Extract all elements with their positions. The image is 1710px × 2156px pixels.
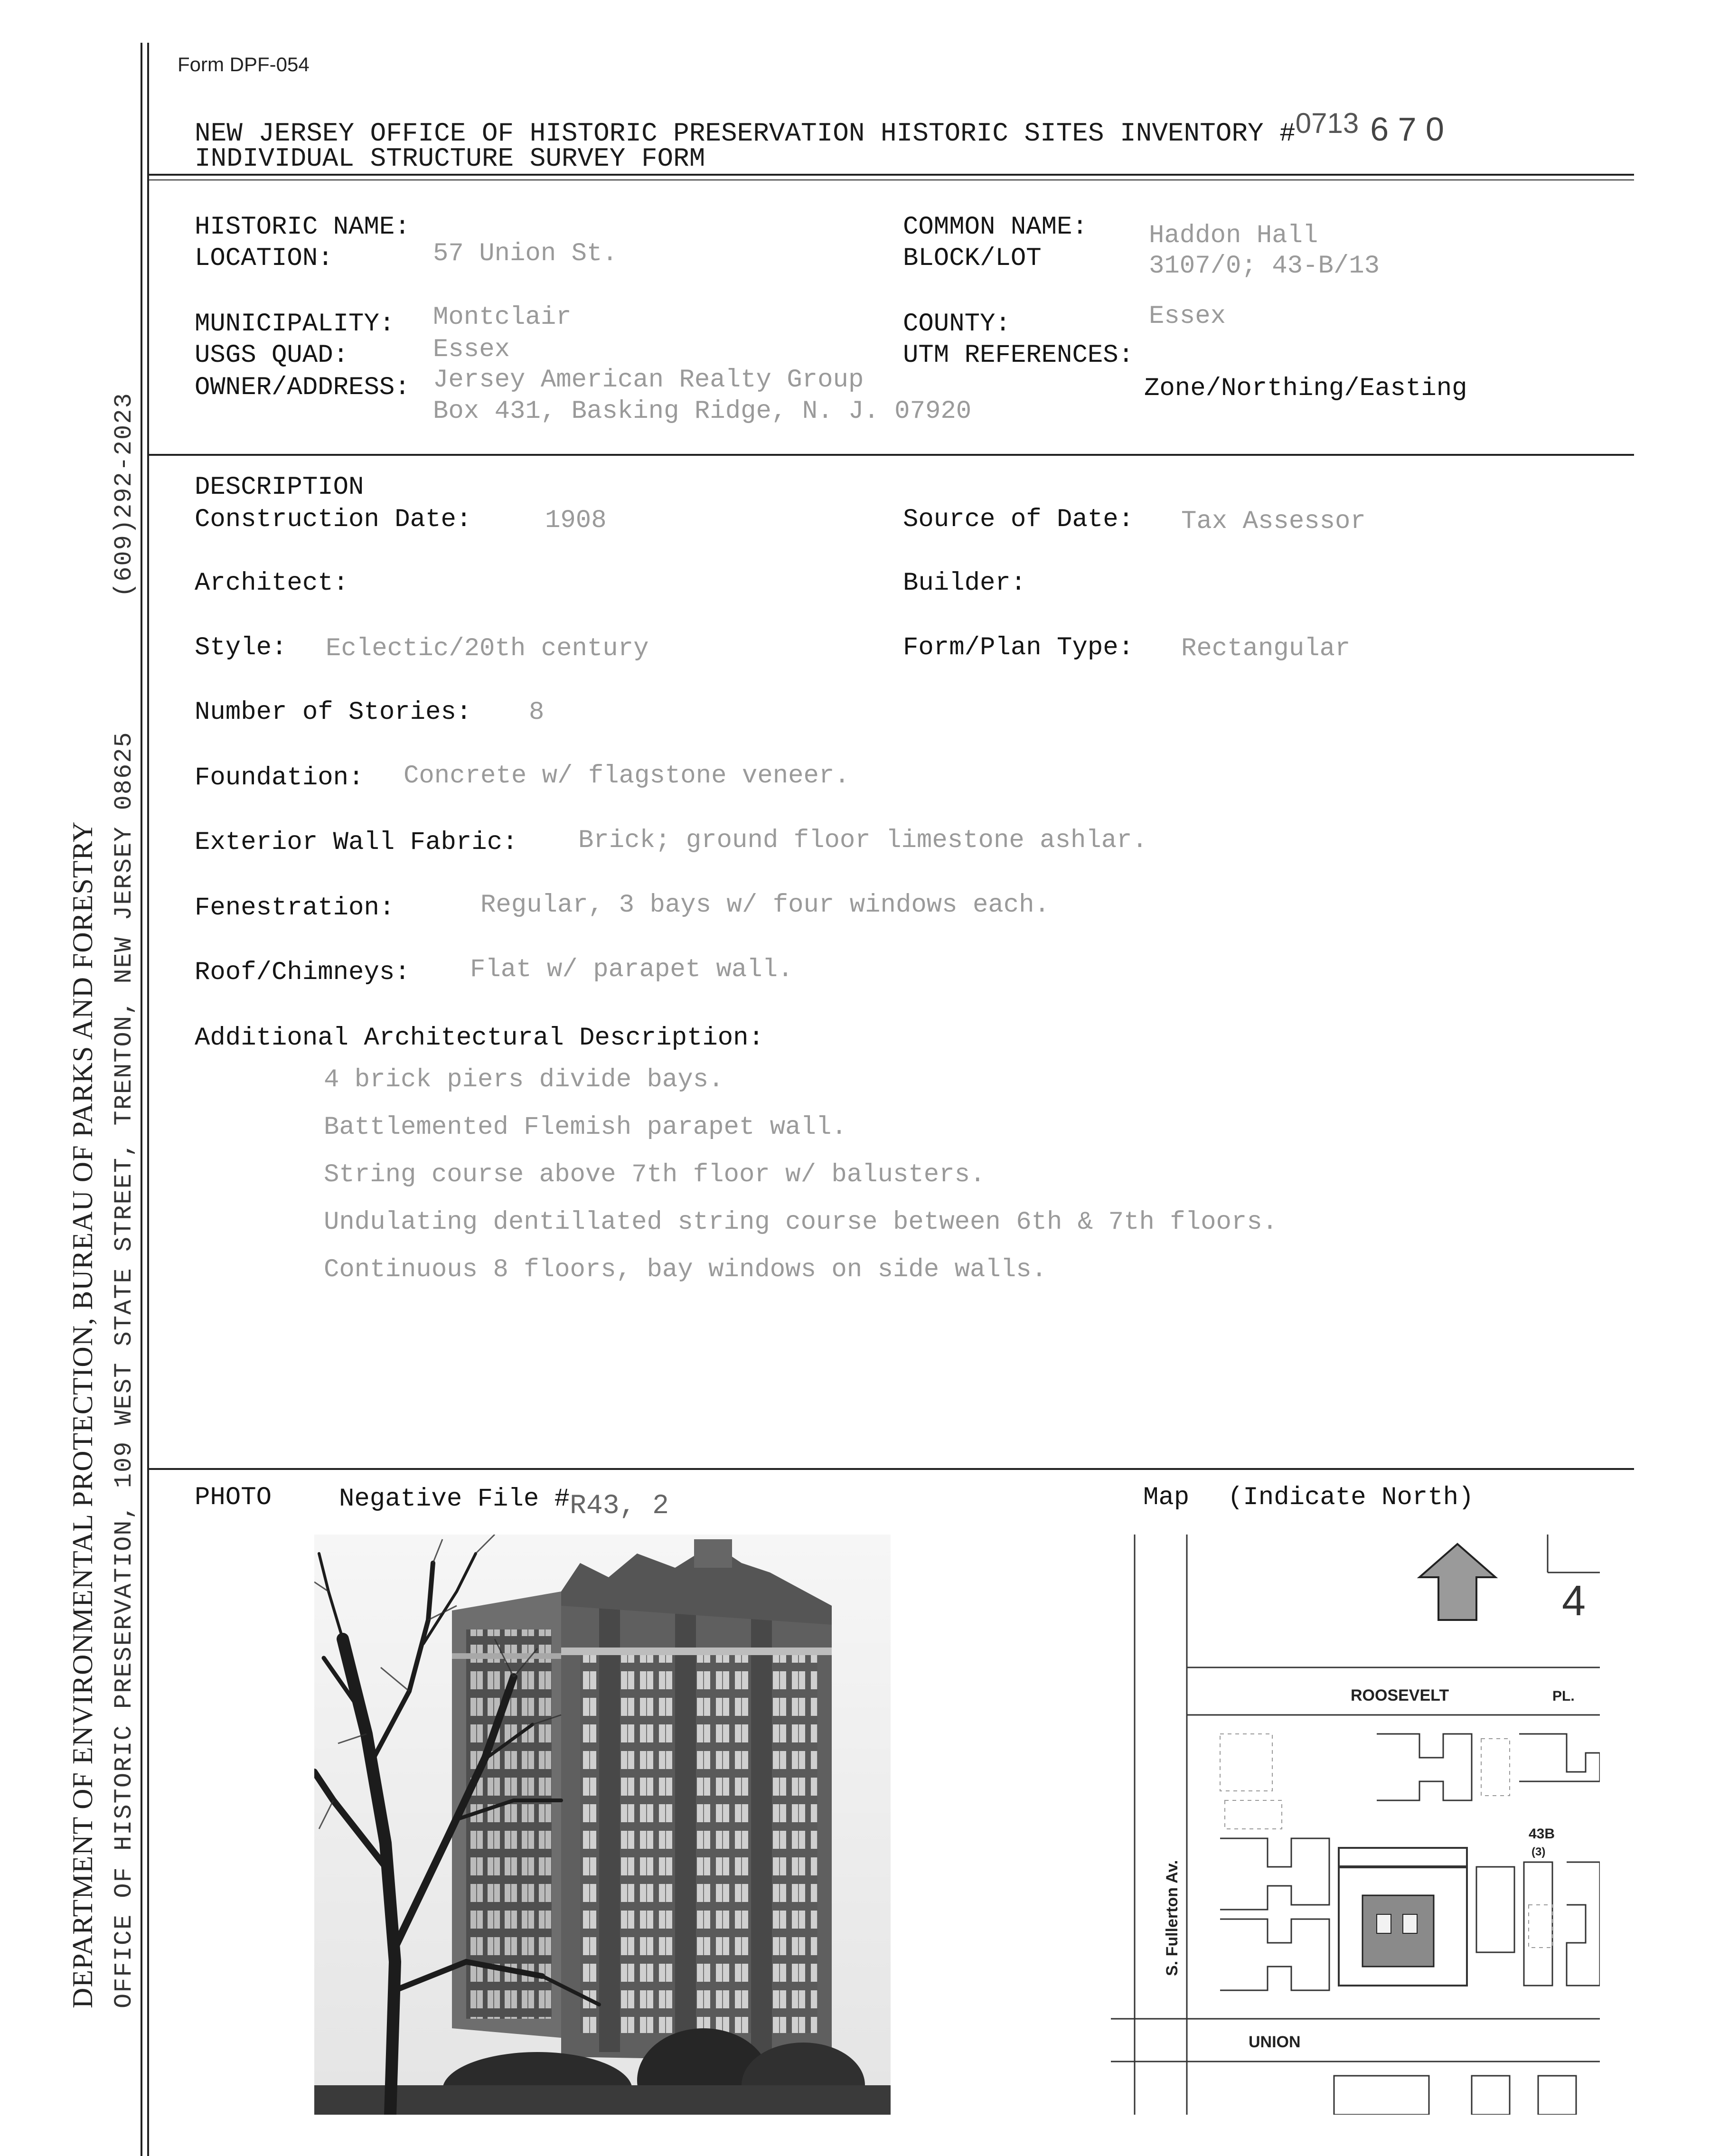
left-border-line-1 (141, 43, 142, 2156)
municipality-value: Montclair (433, 303, 572, 332)
map-instruction: (Indicate North) (1228, 1483, 1474, 1512)
owner-value-2: Box 431, Basking Ridge, N. J. 07920 (433, 397, 972, 426)
identity-rule (148, 454, 1634, 456)
fenestration-value: Regular, 3 bays w/ four windows each. (480, 891, 1050, 920)
usgs-quad-value: Essex (433, 335, 510, 364)
style-value: Eclectic/20th century (326, 634, 649, 663)
usgs-quad-label: USGS QUAD: (195, 341, 349, 370)
style-label: Style: (195, 633, 287, 662)
stories-label: Number of Stories: (195, 698, 472, 727)
municipality-label: MUNICIPALITY: (195, 310, 395, 339)
map-lot-number: 43B (1529, 1826, 1555, 1842)
county-label: COUNTY: (903, 310, 1011, 339)
utm-sub: Zone/Northing/Easting (1144, 374, 1467, 403)
building-photo (314, 1535, 891, 2115)
map-street-top: ROOSEVELT (1351, 1686, 1449, 1704)
inventory-number: 0713 (1295, 107, 1359, 139)
header-title (195, 107, 1444, 149)
side-phone: (609)292-2023 (110, 392, 138, 597)
map-street-top-suffix: PL. (1552, 1688, 1575, 1704)
building-photo-drawing (314, 1535, 891, 2115)
map-sheet-number: 4 (1562, 1577, 1586, 1625)
architect-label: Architect: (195, 569, 349, 598)
description-heading: DESCRIPTION (195, 473, 364, 502)
map-street-bottom: UNION (1249, 2033, 1301, 2051)
negative-file-value: R43, 2 (570, 1491, 669, 1522)
utm-label: UTM REFERENCES: (903, 341, 1134, 370)
builder-label: Builder: (903, 569, 1026, 598)
form-plan-label: Form/Plan Type: (903, 633, 1134, 662)
map-lot-sub: (3) (1531, 1845, 1546, 1858)
description-rule (148, 1468, 1634, 1470)
additional-line-4: Undulating dentillated string course between 6th & 7th floors. (324, 1208, 1278, 1237)
map-label: Map (1143, 1483, 1190, 1512)
roof-value: Flat w/ parapet wall. (470, 955, 793, 984)
negative-file-text: Negative File # (339, 1485, 570, 1514)
form-plan-value: Rectangular (1181, 634, 1351, 663)
header-rule (148, 174, 1634, 176)
county-value: Essex (1149, 302, 1226, 331)
wall-value: Brick; ground floor limestone ashlar. (578, 826, 1147, 855)
negative-file-label (339, 1483, 669, 1522)
header-subtitle: INDIVIDUAL STRUCTURE SURVEY FORM (195, 143, 705, 174)
side-department: DEPARTMENT OF ENVIRONMENTAL PROTECTION, BUREAU OF PARKS AND FORESTRY (67, 821, 98, 2008)
owner-label: OWNER/ADDRESS: (195, 373, 410, 402)
construction-date-label: Construction Date: (195, 505, 472, 534)
owner-value-1: Jersey American Realty Group (433, 366, 864, 395)
additional-line-1: 4 brick piers divide bays. (324, 1065, 724, 1094)
foundation-label: Foundation: (195, 763, 364, 792)
additional-line-5: Continuous 8 floors, bay windows on side walls. (324, 1255, 1047, 1284)
block-lot-value: 3107/0; 43-B/13 (1149, 252, 1380, 281)
photo-label: PHOTO (195, 1483, 272, 1512)
form-id: Form DPF-054 (178, 53, 310, 75)
common-name-label: COMMON NAME: (903, 213, 1088, 242)
location-map-drawing (1111, 1535, 1600, 2115)
historic-name-label: HISTORIC NAME: (195, 213, 410, 242)
common-name-value: Haddon Hall (1149, 221, 1318, 250)
additional-label: Additional Architectural Description: (195, 1024, 764, 1053)
block-lot-label: BLOCK/LOT (903, 244, 1042, 273)
source-date-value: Tax Assessor (1181, 507, 1366, 536)
additional-line-3: String course above 7th floor w/ balusters. (324, 1160, 986, 1189)
construction-date-value: 1908 (545, 506, 607, 535)
location-map (1111, 1535, 1600, 2115)
side-office: OFFICE OF HISTORIC PRESERVATION, 109 WEST STATE STREET, TRENTON, NEW JERSEY 08625 (110, 731, 138, 2008)
foundation-value: Concrete w/ flagstone veneer. (404, 762, 850, 791)
header-line1: NEW JERSEY OFFICE OF HISTORIC PRESERVATION HISTORIC SITES INVENTORY # (195, 118, 1296, 149)
stories-value: 8 (529, 698, 545, 727)
left-border-line-2 (147, 43, 149, 2156)
additional-line-2: Battlemented Flemish parapet wall. (324, 1113, 847, 1142)
source-date-label: Source of Date: (903, 505, 1134, 534)
inventory-suffix: 6 7 0 (1370, 111, 1444, 148)
fenestration-label: Fenestration: (195, 894, 395, 923)
header-rule-thin (148, 179, 1634, 180)
map-street-side: S. Fullerton Av. (1163, 1860, 1181, 1976)
location-value: 57 Union St. (433, 239, 618, 268)
location-label: LOCATION: (195, 244, 333, 273)
wall-label: Exterior Wall Fabric: (195, 828, 518, 857)
roof-label: Roof/Chimneys: (195, 958, 410, 987)
